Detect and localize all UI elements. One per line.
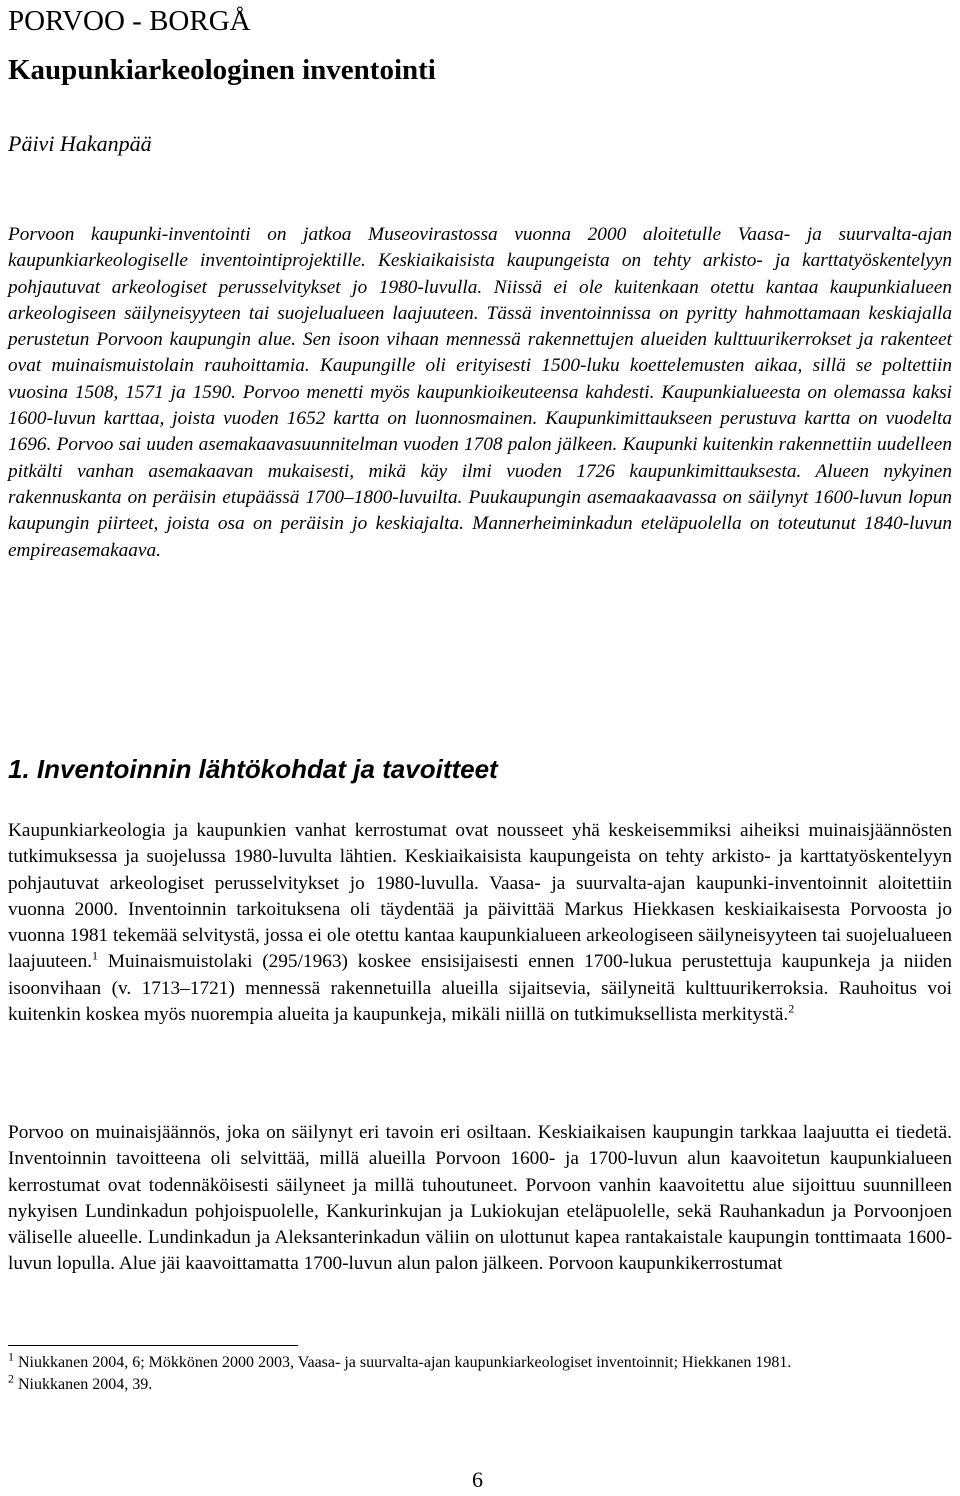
abstract-paragraph: Porvoon kaupunki-inventointi on jatkoa Museovirastossa vuonna 2000 aloitetulle Vaasa- ja suurvalta-ajan kaupunkiarkeologiselle inventointiprojektille. Keskiaikaisista kaupungeista on tehty arkisto- ja karttatyöskentelyyn pohjautuvat arkeologiset perusselvitykset jo 1980-luvulla. Niissä ei ole kuitenkaan otettu kantaa kaupunkialueen arkeologiseen säilyneisyyteen tai suojelualueen laajuuteen. Tässä inventoinnissa on pyritty hahmottamaan keskiajalla perustetun Porvoon kaupungin alue. Sen isoon vihaan mennessä rakennettujen alueiden kulttuurikerrokset ja rakenteet ovat muinaismuistolain rauhoittamia. Kaupungille oli erityisesti 1500-luku koettelemusten aikaa, sillä se poltettiin vuosina 1508, 1571 ja 1590. Porvoo menetti myös kaupunkioikeuteensa kahdesti. Kaupunkialueesta on olemassa kaksi 1600-luvun karttaa, joista vuoden 1652 kartta on luonnosmainen. Kaupunkimittaukseen perustuva kartta on vuodelta 1696. Porvoo sai uuden asemakaavasuunnitelman vuoden 1708 palon jälkeen. Kaupunki kuitenkin rakennettiin uudelleen pitkälti vanhan asemakaavan mukaisesti, mikä käy ilmi vuoden 1726 kaupunkimittauksesta. Alueen nykyinen rakennuskanta on peräisin etupäässä 1700–1800-luvuilta. Puukaupungin asemaakaavassa on säilynyt 1600-luvun lopun kaupungin piirteet, joista osa on peräisin jo keskiajalta. Mannerheiminkadun eteläpuolella on toteutunut 1840-luvun empireasemakaava. [8,224,952,561]
footnote-divider [8,1345,298,1346]
footnote-text: Niukkanen 2004, 39. [18,1376,153,1393]
footnote-2 [8,1371,952,1395]
footnote-ref-1[interactable]: 1 [92,949,99,964]
footnote-text: Niukkanen 2004, 6; Mökkönen 2000 2003, Vaasa- ja suurvalta-ajan kaupunkiarkeologiset inventoinnit; Hiekkanen 1981. [18,1354,792,1371]
body-paragraph-1 [8,818,952,1028]
footnote-number: 2 [8,1371,14,1386]
paragraph-text: Muinaismuistolaki (295/1963) koskee ensisijaisesti ennen 1700-lukua perustettuja kaupunkeja ja niiden isoonvihaan (v. 1713–1721) mennessä rakennetuilla alueilla sijaitsevia, säilyneitä kulttuurikerroksia. Rauhoitus voi kuitenkin koskea myös nuorempia alueita ja kaupunkeja, mikäli niillä on tutkimuksellista merkitystä. [8,951,952,1026]
page-number: 6 [472,1467,483,1492]
document-title: PORVOO - BORGÅ [8,5,251,37]
document-subtitle: Kaupunkiarkeologinen inventointi [8,54,436,86]
footnote-ref-2[interactable]: 2 [788,1001,795,1016]
body-paragraph-2: Porvoo on muinaisjäännös, joka on säilynyt eri tavoin eri osiltaan. Keskiaikaisen kaupungin tarkkaa laajuutta ei tiedetä. Inventoinnin tavoitteena oli selvittää, millä alueilla Porvoon 1600- ja 1700-luvun alun kaavoitetun kaupunkialueen kerrostumat ovat todennäköisesti säilyneet ja millä tuhoutuneet. Porvoon vanhin kaavoitettu alue sijoittuu suunnilleen nykyisen Lundinkadun pohjoispuolelle, Kankurinkujan ja Lukiokujan eteläpuolelle, sekä Rauhankadun ja Porvoonjoen väliselle alueelle. Lundinkadun ja Aleksanterinkadun väliin on ulottunut kapea rantakaistale kaupungin tonttimaata 1600-luvun lopulla. Alue jäi kaavoittamatta 1700-luvun alun palon jälkeen. Porvoon kaupunkikerrostumat [8,1122,952,1275]
section-heading: 1. Inventoinnin lähtökohdat ja tavoitteet [8,754,498,784]
footnotes [8,1349,952,1396]
footnote-number: 1 [8,1349,14,1364]
paragraph-text: Kaupunkiarkeologia ja kaupunkien vanhat kerrostumat ovat nousseet yhä keskeisemmiksi aiheiksi muinaisjäännösten tutkimuksessa ja suojelussa 1980-luvulta lähtien. Keskiaikaisista kaupungeista on tehty arkisto- ja karttatyöskentelyyn pohjautuvat arkeologiset perusselvitykset jo 1980-luvulla. Vaasa- ja suurvalta-ajan kaupunki-inventoinnit aloitettiin vuonna 2000. Inventoinnin tarkoituksena oli täydentää ja päivittää Markus Hiekkasen keskiaikaisesta Porvoosta jo vuonna 1981 tekemää selvitystä, jossa ei ole otettu kantaa kaupunkialueen arkeologiseen säilyneisyyteen tai suojelualueen laajuuteen. [8,820,952,973]
footnote-1 [8,1349,952,1373]
author-name: Päivi Hakanpää [8,131,152,156]
